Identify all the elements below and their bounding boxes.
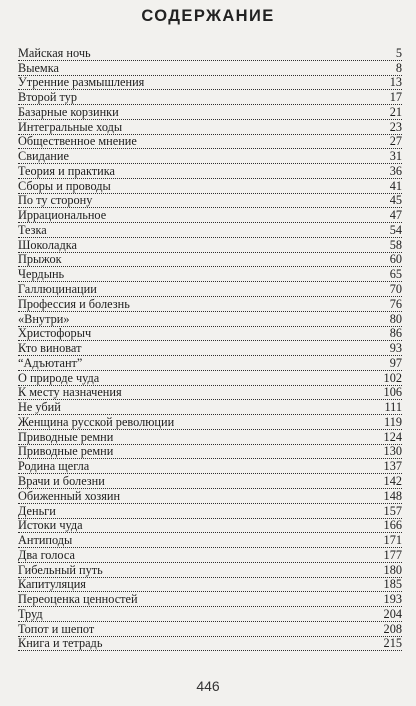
- toc-entry-title: Свидание: [18, 150, 69, 164]
- toc-entry: [18, 61, 402, 76]
- toc-entry-page: 166: [383, 518, 402, 533]
- toc-entry-title: По ту сторону: [18, 194, 93, 208]
- toc-entry-page: 23: [389, 119, 402, 134]
- toc-entry-page: 5: [395, 45, 402, 60]
- toc-entry-title: Иррациональное: [18, 209, 107, 223]
- toc-entry-title: Кто виноват: [18, 342, 82, 356]
- toc-entry-page: 137: [383, 459, 402, 474]
- toc-entry: [18, 356, 402, 371]
- toc-entry-page: 45: [389, 193, 402, 208]
- toc-entry-page: 17: [389, 90, 402, 105]
- table-of-contents: [18, 46, 402, 651]
- toc-entry-title: Базарные корзинки: [18, 105, 119, 119]
- toc-entry-page: 58: [389, 237, 402, 252]
- toc-entry-page: 130: [383, 444, 402, 459]
- toc-entry-title: Профессия и болезнь: [18, 297, 130, 311]
- toc-entry: [18, 297, 402, 312]
- toc-entry-title: Тезка: [18, 223, 47, 237]
- toc-entry-page: 93: [389, 341, 402, 356]
- toc-entry-title: Обиженный хозяин: [18, 489, 121, 503]
- toc-entry: [18, 371, 402, 386]
- toc-entry: [18, 548, 402, 563]
- toc-entry-page: 76: [389, 296, 402, 311]
- toc-entry-page: 8: [395, 60, 402, 75]
- toc-entry-title: Галлюцинации: [18, 283, 97, 297]
- toc-entry-title: Топот и шепот: [18, 622, 95, 636]
- toc-entry: [18, 149, 402, 164]
- toc-entry: [18, 489, 402, 504]
- toc-entry: [18, 135, 402, 150]
- toc-entry-title: Переоценка ценностей: [18, 593, 138, 607]
- toc-entry-title: Утренние размышления: [18, 76, 145, 90]
- toc-entry: [18, 504, 402, 519]
- toc-entry-page: 13: [389, 75, 402, 90]
- toc-entry-page: 106: [383, 385, 402, 400]
- toc-entry-page: 177: [383, 547, 402, 562]
- toc-entry-page: 180: [383, 562, 402, 577]
- toc-entry-title: «Внутри»: [18, 312, 70, 326]
- toc-entry-page: 171: [383, 533, 402, 548]
- toc-entry: [18, 327, 402, 342]
- toc-entry-page: 47: [389, 208, 402, 223]
- toc-entry-page: 97: [389, 355, 402, 370]
- toc-entry-page: 27: [389, 134, 402, 149]
- toc-entry: [18, 46, 402, 61]
- toc-entry-title: Гибельный путь: [18, 563, 103, 577]
- toc-entry-title: Шоколадка: [18, 238, 77, 252]
- toc-entry-title: К месту назначения: [18, 386, 122, 400]
- toc-entry-page: 41: [389, 178, 402, 193]
- toc-entry: [18, 386, 402, 401]
- toc-entry-page: 208: [383, 621, 402, 636]
- toc-entry-page: 148: [383, 488, 402, 503]
- toc-entry: [18, 592, 402, 607]
- toc-entry-title: Труд: [18, 607, 43, 621]
- toc-entry: [18, 533, 402, 548]
- toc-entry: [18, 400, 402, 415]
- toc-entry-title: Второй тур: [18, 91, 78, 105]
- toc-entry-page: 70: [389, 282, 402, 297]
- toc-entry-page: 204: [383, 606, 402, 621]
- toc-entry: [18, 253, 402, 268]
- toc-entry: [18, 430, 402, 445]
- toc-entry-page: 157: [383, 503, 402, 518]
- toc-entry-title: Книга и тетрадь: [18, 637, 103, 651]
- toc-entry-title: Деньги: [18, 504, 56, 518]
- toc-entry-page: 80: [389, 311, 402, 326]
- toc-entry-title: Приводные ремни: [18, 445, 114, 459]
- toc-entry-page: 119: [384, 414, 402, 429]
- toc-entry-page: 65: [389, 267, 402, 282]
- toc-entry-title: Теория и практика: [18, 164, 115, 178]
- toc-entry: [18, 415, 402, 430]
- toc-entry-title: Истоки чуда: [18, 519, 83, 533]
- toc-entry: [18, 563, 402, 578]
- toc-entry: [18, 312, 402, 327]
- toc-entry-page: 142: [383, 473, 402, 488]
- toc-entry-title: Интегральные ходы: [18, 120, 123, 134]
- toc-entry-title: О природе чуда: [18, 371, 100, 385]
- toc-entry: [18, 637, 402, 652]
- toc-entry: [18, 474, 402, 489]
- toc-entry: [18, 622, 402, 637]
- toc-entry-page: 60: [389, 252, 402, 267]
- toc-entry-page: 185: [383, 577, 402, 592]
- toc-entry-page: 193: [383, 592, 402, 607]
- toc-entry-page: 31: [389, 149, 402, 164]
- toc-entry-title: Майская ночь: [18, 46, 91, 60]
- toc-entry: [18, 459, 402, 474]
- toc-entry-title: Чердынь: [18, 268, 65, 282]
- toc-entry: [18, 164, 402, 179]
- toc-entry-page: 102: [383, 370, 402, 385]
- toc-entry: [18, 179, 402, 194]
- toc-entry-title: Не убий: [18, 401, 61, 415]
- toc-entry-title: Женщина русской революции: [18, 415, 175, 429]
- toc-entry-page: 215: [383, 636, 402, 651]
- toc-entry: [18, 282, 402, 297]
- toc-entry: [18, 194, 402, 209]
- toc-entry: [18, 267, 402, 282]
- toc-entry: [18, 76, 402, 91]
- toc-entry: [18, 445, 402, 460]
- toc-entry-title: Антиподы: [18, 534, 73, 548]
- toc-entry-page: 124: [383, 429, 402, 444]
- toc-entry-title: Выемка: [18, 61, 59, 75]
- toc-entry-page: 54: [389, 222, 402, 237]
- page-title: СОДЕРЖАНИЕ: [141, 7, 275, 25]
- toc-entry: [18, 105, 402, 120]
- toc-entry: [18, 341, 402, 356]
- toc-entry-title: Общественное мнение: [18, 135, 137, 149]
- toc-entry: [18, 120, 402, 135]
- toc-entry-title: Христофорыч: [18, 327, 92, 341]
- toc-entry-title: Врачи и болезни: [18, 474, 105, 488]
- toc-entry-title: Приводные ремни: [18, 430, 114, 444]
- toc-entry: [18, 519, 402, 534]
- toc-entry-page: 111: [384, 400, 402, 415]
- toc-entry: [18, 208, 402, 223]
- toc-entry: [18, 90, 402, 105]
- toc-entry-title: “Адъютант”: [18, 356, 83, 370]
- toc-entry-page: 86: [389, 326, 402, 341]
- toc-entry: [18, 607, 402, 622]
- toc-entry-title: Прыжок: [18, 253, 62, 267]
- toc-entry-title: Капитуляция: [18, 578, 86, 592]
- toc-entry: [18, 578, 402, 593]
- toc-entry-title: Два голоса: [18, 548, 75, 562]
- page-number: 446: [196, 678, 220, 694]
- toc-entry-page: 21: [389, 104, 402, 119]
- toc-entry: [18, 238, 402, 253]
- toc-entry-title: Родина щегла: [18, 460, 90, 474]
- toc-entry-title: Сборы и проводы: [18, 179, 111, 193]
- toc-entry-page: 36: [389, 163, 402, 178]
- toc-entry: [18, 223, 402, 238]
